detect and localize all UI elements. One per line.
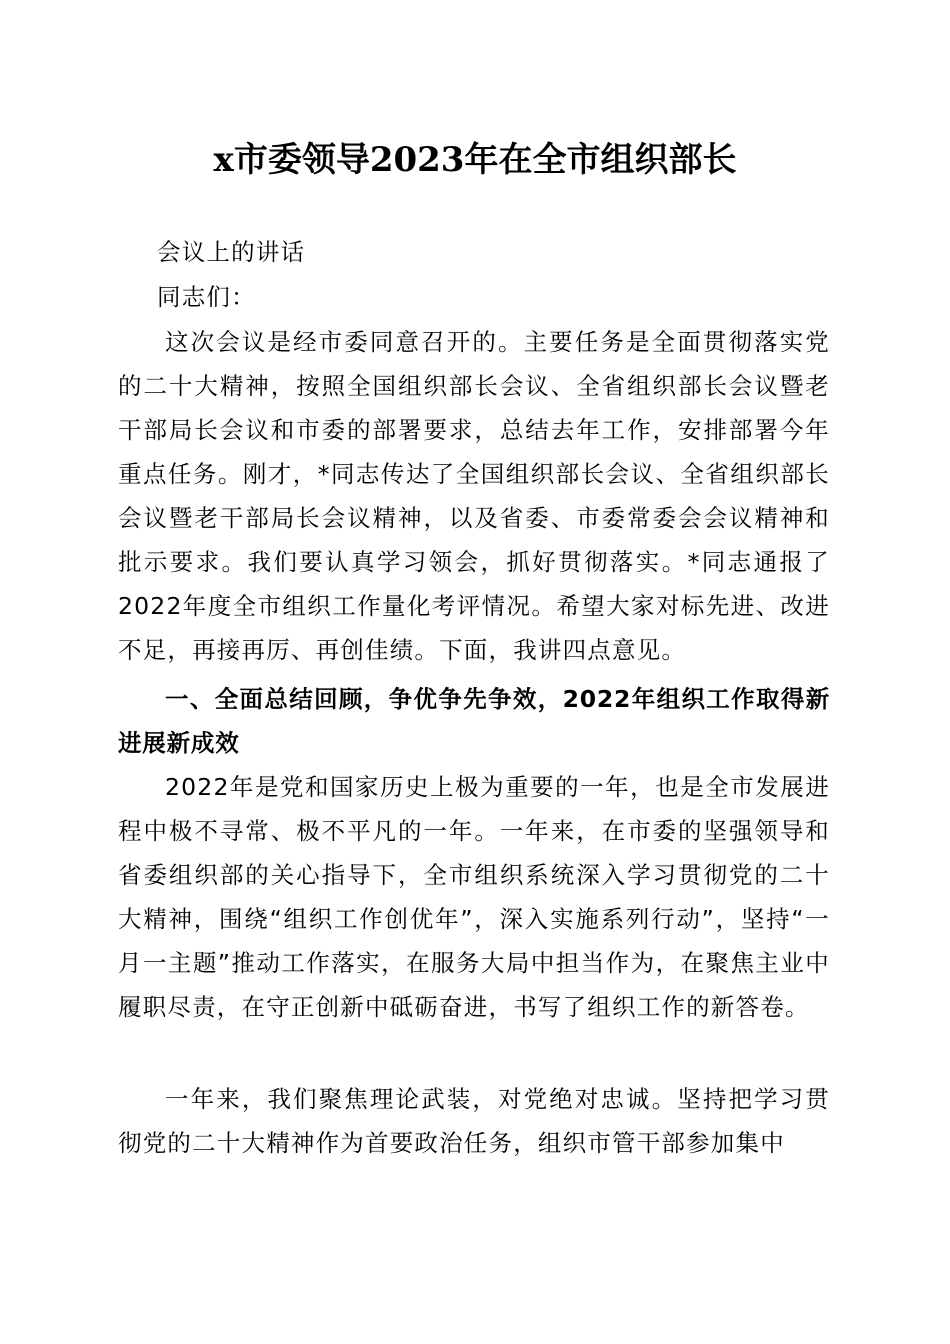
document-title: x市委领导2023年在全市组织部长 [213, 140, 737, 180]
salutation: 同志们： [157, 283, 256, 311]
paragraph-theory: 一年来，我们聚焦理论武装，对党绝对忠诚。坚持把学习贯彻党的二十大精神作为首要政治任务，组织市管干部参加集中 [118, 1085, 830, 1157]
paragraph-review: 2022年是党和国家历史上极为重要的一年，也是全市发展进程中极不寻常、极不平凡的一年。一年来，在市委的坚强领导和省委组织部的关心指导下，全市组织系统深入学习贯彻党的二十大精神，围绕“组织工作创优年”，深入实施系列行动”，坚持“一月一主题”推动工作落实，在服务大局中担当作为，在聚焦主业中履职尽责，在守正创新中砥砺奋进，书写了组织工作的新答卷。 [118, 773, 830, 1021]
paragraph-intro: 这次会议是经市委同意召开的。主要任务是全面贯彻落实党的二十大精神，按照全国组织部长会议、全省组织部长会议暨老干部局长会议和市委的部署要求，总结去年工作，安排部署今年重点任务。刚才，*同志传达了全国组织部长会议、全省组织部长会议暨老干部局长会议精神，以及省委、市委常委会会议精神和批示要求。我们要认真学习领会，抓好贯彻落实。*同志通报了2022年度全市组织工作量化考评情况。希望大家对标先进、改进不足，再接再厉、再创佳绩。下面，我讲四点意见。 [118, 328, 830, 664]
section-heading-1: 一、全面总结回顾，争优争先争效，2022年组织工作取得新进展新成效 [118, 685, 830, 757]
subtitle-line: 会议上的讲话 [157, 238, 306, 266]
